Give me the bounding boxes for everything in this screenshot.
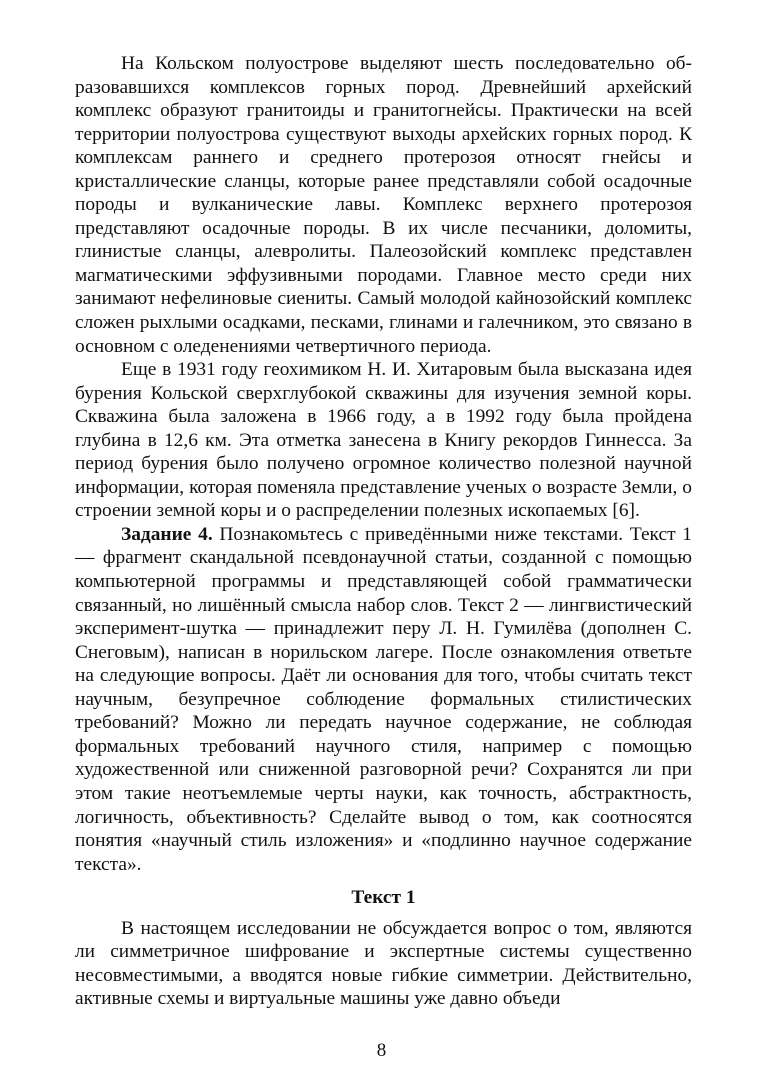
- task-label: Задание 4.: [121, 523, 213, 545]
- task-text: Познакомьтесь с приведёнными ниже текстами. Текст 1 — фрагмент скандальной псевдонаучной статьи, созданной с помощью компьютерной программы и представляющей собой грамматически связанный, но лишённый смысла набор слов. Текст 2 — лингвистический эксперимент-шутка — принадлежит перу Л. Н. Гумилёва (дополнен С. Снеговым), написан в норильском лагере. После ознакомления ответьте на следующие вопросы. Даёт ли основания для того, чтобы считать текст научным, безупречное соблюдение формальных стилистических требований? Можно ли передать научное содержание, не соблюдая формальных требований научного стиля, например с помощью художественной или сниженной разговорной речи? Сохранятся ли при этом такие неотъемлемые черты науки, как точность, абстрактность, логичность, объективность? Сделайте вывод о том, как соотносятся понятия «научный стиль изложения» и «подлинно научное содержание текста».: [75, 523, 693, 875]
- page-body: [75, 52, 692, 1011]
- paragraph-kola-geology: На Кольском полуострове выделяют шесть последовательно образовавшихся комплексов горных пород. Древнейший архейский комплекс образуют гранитоиды и гранитогнейсы. Практически на всей территории полуострова существуют выходы архейских горных пород. К комплексам раннего и среднего протерозоя относят гнейсы и кристаллические сланцы, которые ранее представляли собой осадочные породы и вулканические лавы. Комплекс верхнего протерозоя представляют осадочные породы. В их числе песчаники, доломиты, глинистые сланцы, алевролиты. Палеозойский комплекс представлен магматическими эффузивными породами. Главное место среди них занимают нефелиновые сиениты. Самый молодой кайнозойский комплекс сложен рыхлыми осадками, песками, глинами и галечником, это связано в основном с оледенениями четвертичного периода.: [75, 53, 692, 357]
- section-heading: Текст 1: [351, 887, 416, 909]
- page-number: 8: [376, 1040, 387, 1061]
- paragraph-text-1: В настоящем исследовании не обсуждается вопрос о том, являются ли симметричное шифрование и экспертные системы существенно несовместимыми, а вводятся новые гибкие симметрии. Действительно, активные схемы и виртуальные машины уже давно объеди: [75, 917, 692, 1010]
- paragraph-task-4: [75, 523, 692, 876]
- paragraph-kola-borehole: Еще в 1931 году геохимиком Н. И. Хитаровым была высказана идея бурения Кольской сверхглубокой скважины для изучения земной коры. Скважина была заложена в 1966 году, а в 1992 году была пройдена глубина в 12,6 км. Эта отметка занесена в Книгу рекордов Гиннесса. За период бурения было получено огромное количество полезной научной информации, которая поменяла представление ученых о возрасте Земли, о строении земной коры и о распределении полезных ископаемых [6].: [75, 359, 692, 522]
